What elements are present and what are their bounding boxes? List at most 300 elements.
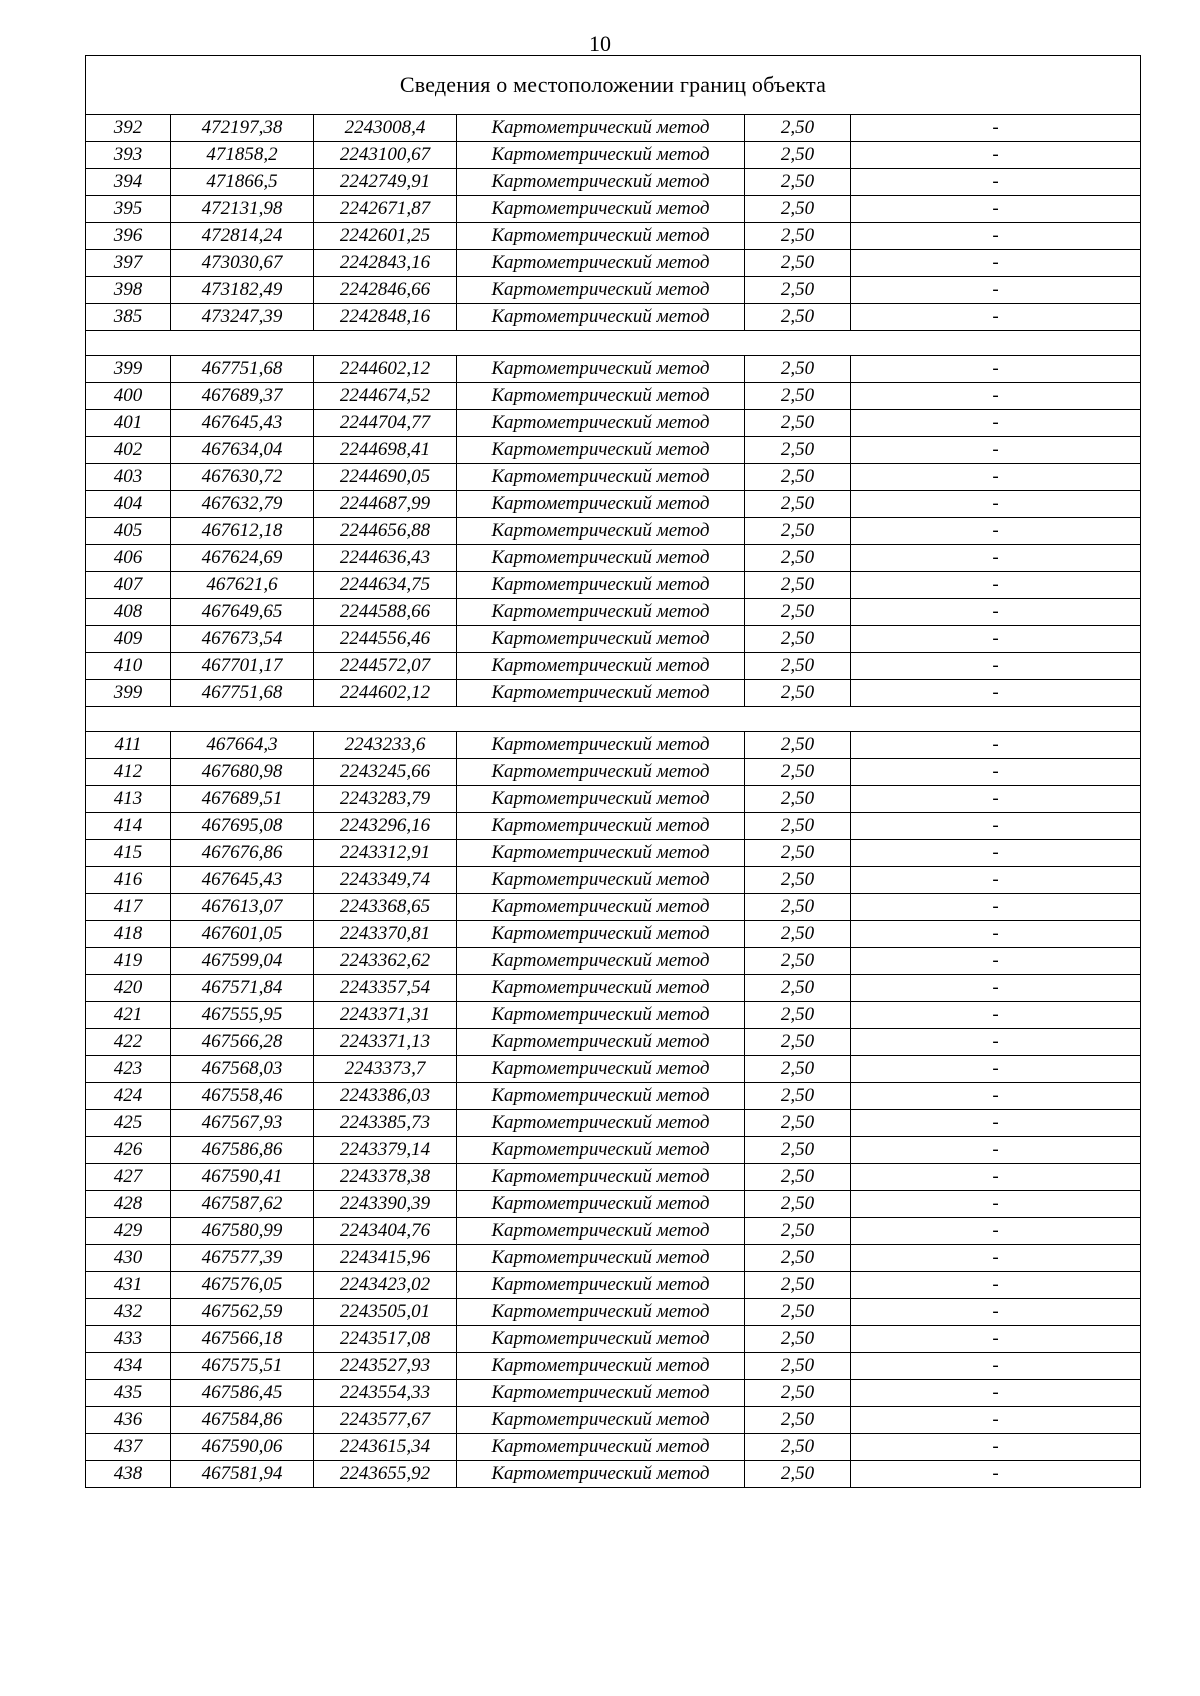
table-row [86, 653, 1141, 680]
table-row [86, 1299, 1141, 1326]
table-row [86, 759, 1141, 786]
x-coordinate-cell: 467576,05 [171, 1272, 314, 1299]
point-number-cell: 416 [86, 867, 171, 894]
y-coordinate-cell: 2243245,66 [314, 759, 457, 786]
x-coordinate-cell: 467586,45 [171, 1380, 314, 1407]
method-cell: Картометрический метод [457, 545, 745, 572]
table-title: Сведения о местоположении границ объекта [86, 56, 1141, 115]
point-number-cell: 385 [86, 304, 171, 331]
accuracy-cell: 2,50 [745, 653, 851, 680]
description-cell: - [851, 1164, 1141, 1191]
method-cell: Картометрический метод [457, 786, 745, 813]
table-row [86, 1029, 1141, 1056]
x-coordinate-cell: 467701,17 [171, 653, 314, 680]
description-cell: - [851, 1245, 1141, 1272]
x-coordinate-cell: 467568,03 [171, 1056, 314, 1083]
accuracy-cell: 2,50 [745, 250, 851, 277]
table-row [86, 169, 1141, 196]
x-coordinate-cell: 467751,68 [171, 356, 314, 383]
point-number-cell: 418 [86, 921, 171, 948]
x-coordinate-cell: 467613,07 [171, 894, 314, 921]
y-coordinate-cell: 2243615,34 [314, 1434, 457, 1461]
description-cell: - [851, 1272, 1141, 1299]
method-cell: Картометрический метод [457, 1137, 745, 1164]
table-row [86, 545, 1141, 572]
description-cell: - [851, 840, 1141, 867]
accuracy-cell: 2,50 [745, 1083, 851, 1110]
point-number-cell: 393 [86, 142, 171, 169]
x-coordinate-cell: 467580,99 [171, 1218, 314, 1245]
y-coordinate-cell: 2243357,54 [314, 975, 457, 1002]
x-coordinate-cell: 467587,62 [171, 1191, 314, 1218]
method-cell: Картометрический метод [457, 680, 745, 707]
description-cell: - [851, 1137, 1141, 1164]
method-cell: Картометрический метод [457, 1191, 745, 1218]
table-row [86, 223, 1141, 250]
accuracy-cell: 2,50 [745, 680, 851, 707]
point-number-cell: 408 [86, 599, 171, 626]
x-coordinate-cell: 467566,28 [171, 1029, 314, 1056]
point-number-cell: 421 [86, 1002, 171, 1029]
x-coordinate-cell: 467590,06 [171, 1434, 314, 1461]
accuracy-cell: 2,50 [745, 786, 851, 813]
x-coordinate-cell: 472814,24 [171, 223, 314, 250]
accuracy-cell: 2,50 [745, 1380, 851, 1407]
y-coordinate-cell: 2243505,01 [314, 1299, 457, 1326]
description-cell: - [851, 867, 1141, 894]
method-cell: Картометрический метод [457, 1002, 745, 1029]
y-coordinate-cell: 2244572,07 [314, 653, 457, 680]
point-number-cell: 406 [86, 545, 171, 572]
description-cell: - [851, 464, 1141, 491]
accuracy-cell: 2,50 [745, 464, 851, 491]
accuracy-cell: 2,50 [745, 759, 851, 786]
description-cell: - [851, 680, 1141, 707]
table-row [86, 1272, 1141, 1299]
description-cell: - [851, 948, 1141, 975]
point-number-cell: 438 [86, 1461, 171, 1488]
point-number-cell: 435 [86, 1380, 171, 1407]
accuracy-cell: 2,50 [745, 840, 851, 867]
description-cell: - [851, 975, 1141, 1002]
point-number-cell: 423 [86, 1056, 171, 1083]
method-cell: Картометрический метод [457, 1380, 745, 1407]
description-cell: - [851, 304, 1141, 331]
x-coordinate-cell: 467645,43 [171, 867, 314, 894]
description-cell: - [851, 250, 1141, 277]
description-cell: - [851, 518, 1141, 545]
method-cell: Картометрический метод [457, 759, 745, 786]
method-cell: Картометрический метод [457, 1164, 745, 1191]
x-coordinate-cell: 467586,86 [171, 1137, 314, 1164]
accuracy-cell: 2,50 [745, 1110, 851, 1137]
accuracy-cell: 2,50 [745, 1245, 851, 1272]
table-row [86, 1110, 1141, 1137]
y-coordinate-cell: 2244690,05 [314, 464, 457, 491]
accuracy-cell: 2,50 [745, 975, 851, 1002]
description-cell: - [851, 1434, 1141, 1461]
accuracy-cell: 2,50 [745, 277, 851, 304]
x-coordinate-cell: 467649,65 [171, 599, 314, 626]
y-coordinate-cell: 2243370,81 [314, 921, 457, 948]
point-number-cell: 425 [86, 1110, 171, 1137]
point-number-cell: 432 [86, 1299, 171, 1326]
table-row [86, 383, 1141, 410]
y-coordinate-cell: 2243390,39 [314, 1191, 457, 1218]
x-coordinate-cell: 467689,51 [171, 786, 314, 813]
table-row [86, 732, 1141, 759]
table-row [86, 410, 1141, 437]
y-coordinate-cell: 2244698,41 [314, 437, 457, 464]
accuracy-cell: 2,50 [745, 1461, 851, 1488]
y-coordinate-cell: 2243283,79 [314, 786, 457, 813]
point-number-cell: 437 [86, 1434, 171, 1461]
point-number-cell: 399 [86, 680, 171, 707]
point-number-cell: 409 [86, 626, 171, 653]
method-cell: Картометрический метод [457, 1245, 745, 1272]
x-coordinate-cell: 467632,79 [171, 491, 314, 518]
table-row [86, 975, 1141, 1002]
table-row [86, 948, 1141, 975]
point-number-cell: 398 [86, 277, 171, 304]
table-row [86, 304, 1141, 331]
y-coordinate-cell: 2244636,43 [314, 545, 457, 572]
accuracy-cell: 2,50 [745, 572, 851, 599]
description-cell: - [851, 1326, 1141, 1353]
description-cell: - [851, 921, 1141, 948]
method-cell: Картометрический метод [457, 196, 745, 223]
table-row [86, 572, 1141, 599]
x-coordinate-cell: 467673,54 [171, 626, 314, 653]
description-cell: - [851, 1407, 1141, 1434]
x-coordinate-cell: 467567,93 [171, 1110, 314, 1137]
accuracy-cell: 2,50 [745, 169, 851, 196]
table-body [86, 56, 1141, 1488]
point-number-cell: 394 [86, 169, 171, 196]
x-coordinate-cell: 467577,39 [171, 1245, 314, 1272]
point-number-cell: 400 [86, 383, 171, 410]
y-coordinate-cell: 2243577,67 [314, 1407, 457, 1434]
table-row [86, 1326, 1141, 1353]
y-coordinate-cell: 2244634,75 [314, 572, 457, 599]
x-coordinate-cell: 473182,49 [171, 277, 314, 304]
x-coordinate-cell: 467555,95 [171, 1002, 314, 1029]
accuracy-cell: 2,50 [745, 545, 851, 572]
table-row [86, 1353, 1141, 1380]
description-cell: - [851, 223, 1141, 250]
method-cell: Картометрический метод [457, 1272, 745, 1299]
y-coordinate-cell: 2243386,03 [314, 1083, 457, 1110]
method-cell: Картометрический метод [457, 169, 745, 196]
point-number-cell: 405 [86, 518, 171, 545]
table-row [86, 277, 1141, 304]
method-cell: Картометрический метод [457, 277, 745, 304]
y-coordinate-cell: 2242846,66 [314, 277, 457, 304]
method-cell: Картометрический метод [457, 115, 745, 142]
method-cell: Картометрический метод [457, 813, 745, 840]
accuracy-cell: 2,50 [745, 1353, 851, 1380]
description-cell: - [851, 1110, 1141, 1137]
x-coordinate-cell: 467630,72 [171, 464, 314, 491]
y-coordinate-cell: 2244602,12 [314, 356, 457, 383]
y-coordinate-cell: 2243379,14 [314, 1137, 457, 1164]
accuracy-cell: 2,50 [745, 1218, 851, 1245]
y-coordinate-cell: 2243296,16 [314, 813, 457, 840]
method-cell: Картометрический метод [457, 732, 745, 759]
description-cell: - [851, 1353, 1141, 1380]
x-coordinate-cell: 467751,68 [171, 680, 314, 707]
table-row [86, 894, 1141, 921]
description-cell: - [851, 1083, 1141, 1110]
method-cell: Картометрический метод [457, 223, 745, 250]
point-number-cell: 419 [86, 948, 171, 975]
method-cell: Картометрический метод [457, 975, 745, 1002]
y-coordinate-cell: 2243404,76 [314, 1218, 457, 1245]
table-row [86, 1056, 1141, 1083]
accuracy-cell: 2,50 [745, 1191, 851, 1218]
accuracy-cell: 2,50 [745, 223, 851, 250]
description-cell: - [851, 545, 1141, 572]
y-coordinate-cell: 2242671,87 [314, 196, 457, 223]
y-coordinate-cell: 2243371,13 [314, 1029, 457, 1056]
x-coordinate-cell: 471866,5 [171, 169, 314, 196]
point-number-cell: 413 [86, 786, 171, 813]
description-cell: - [851, 1380, 1141, 1407]
method-cell: Картометрический метод [457, 464, 745, 491]
accuracy-cell: 2,50 [745, 356, 851, 383]
accuracy-cell: 2,50 [745, 115, 851, 142]
y-coordinate-cell: 2244602,12 [314, 680, 457, 707]
point-number-cell: 417 [86, 894, 171, 921]
method-cell: Картометрический метод [457, 1056, 745, 1083]
table-row [86, 437, 1141, 464]
method-cell: Картометрический метод [457, 948, 745, 975]
y-coordinate-cell: 2244556,46 [314, 626, 457, 653]
point-number-cell: 410 [86, 653, 171, 680]
accuracy-cell: 2,50 [745, 1299, 851, 1326]
table-row [86, 1434, 1141, 1461]
accuracy-cell: 2,50 [745, 196, 851, 223]
table-row [86, 1461, 1141, 1488]
y-coordinate-cell: 2243371,31 [314, 1002, 457, 1029]
y-coordinate-cell: 2242848,16 [314, 304, 457, 331]
point-number-cell: 395 [86, 196, 171, 223]
description-cell: - [851, 115, 1141, 142]
accuracy-cell: 2,50 [745, 1029, 851, 1056]
y-coordinate-cell: 2244704,77 [314, 410, 457, 437]
point-number-cell: 403 [86, 464, 171, 491]
x-coordinate-cell: 472197,38 [171, 115, 314, 142]
method-cell: Картометрический метод [457, 1110, 745, 1137]
table-row [86, 1137, 1141, 1164]
accuracy-cell: 2,50 [745, 921, 851, 948]
method-cell: Картометрический метод [457, 304, 745, 331]
y-coordinate-cell: 2243517,08 [314, 1326, 457, 1353]
description-cell: - [851, 894, 1141, 921]
method-cell: Картометрический метод [457, 894, 745, 921]
table-row [86, 599, 1141, 626]
table-row [86, 518, 1141, 545]
table-row [86, 1380, 1141, 1407]
x-coordinate-cell: 467590,41 [171, 1164, 314, 1191]
method-cell: Картометрический метод [457, 410, 745, 437]
y-coordinate-cell: 2244588,66 [314, 599, 457, 626]
table-row [86, 115, 1141, 142]
description-cell: - [851, 1299, 1141, 1326]
method-cell: Картометрический метод [457, 599, 745, 626]
table-row [86, 142, 1141, 169]
y-coordinate-cell: 2243527,93 [314, 1353, 457, 1380]
description-cell: - [851, 383, 1141, 410]
point-number-cell: 420 [86, 975, 171, 1002]
point-number-cell: 430 [86, 1245, 171, 1272]
point-number-cell: 401 [86, 410, 171, 437]
accuracy-cell: 2,50 [745, 518, 851, 545]
table-row [86, 250, 1141, 277]
description-cell: - [851, 572, 1141, 599]
x-coordinate-cell: 471858,2 [171, 142, 314, 169]
table-row [86, 921, 1141, 948]
x-coordinate-cell: 467566,18 [171, 1326, 314, 1353]
accuracy-cell: 2,50 [745, 1326, 851, 1353]
y-coordinate-cell: 2243233,6 [314, 732, 457, 759]
description-cell: - [851, 1191, 1141, 1218]
y-coordinate-cell: 2242843,16 [314, 250, 457, 277]
description-cell: - [851, 626, 1141, 653]
y-coordinate-cell: 2243373,7 [314, 1056, 457, 1083]
method-cell: Картометрический метод [457, 1029, 745, 1056]
accuracy-cell: 2,50 [745, 813, 851, 840]
accuracy-cell: 2,50 [745, 410, 851, 437]
group-separator-cell [86, 331, 1141, 356]
table-row [86, 491, 1141, 518]
table-row [86, 786, 1141, 813]
boundary-table [85, 55, 1141, 1488]
table-row [86, 1407, 1141, 1434]
point-number-cell: 411 [86, 732, 171, 759]
accuracy-cell: 2,50 [745, 304, 851, 331]
description-cell: - [851, 1002, 1141, 1029]
point-number-cell: 414 [86, 813, 171, 840]
description-cell: - [851, 491, 1141, 518]
point-number-cell: 392 [86, 115, 171, 142]
description-cell: - [851, 732, 1141, 759]
accuracy-cell: 2,50 [745, 491, 851, 518]
method-cell: Картометрический метод [457, 840, 745, 867]
table-row [86, 813, 1141, 840]
method-cell: Картометрический метод [457, 626, 745, 653]
table-row [86, 1218, 1141, 1245]
y-coordinate-cell: 2243655,92 [314, 1461, 457, 1488]
table-header-row [86, 56, 1141, 115]
point-number-cell: 433 [86, 1326, 171, 1353]
table-row [86, 1164, 1141, 1191]
point-number-cell: 429 [86, 1218, 171, 1245]
method-cell: Картометрический метод [457, 572, 745, 599]
point-number-cell: 402 [86, 437, 171, 464]
description-cell: - [851, 1029, 1141, 1056]
description-cell: - [851, 437, 1141, 464]
point-number-cell: 399 [86, 356, 171, 383]
y-coordinate-cell: 2243362,62 [314, 948, 457, 975]
point-number-cell: 434 [86, 1353, 171, 1380]
y-coordinate-cell: 2243378,38 [314, 1164, 457, 1191]
method-cell: Картометрический метод [457, 250, 745, 277]
method-cell: Картометрический метод [457, 1461, 745, 1488]
x-coordinate-cell: 472131,98 [171, 196, 314, 223]
y-coordinate-cell: 2243100,67 [314, 142, 457, 169]
description-cell: - [851, 356, 1141, 383]
method-cell: Картометрический метод [457, 921, 745, 948]
table-row [86, 1191, 1141, 1218]
y-coordinate-cell: 2243312,91 [314, 840, 457, 867]
x-coordinate-cell: 467664,3 [171, 732, 314, 759]
method-cell: Картометрический метод [457, 1218, 745, 1245]
accuracy-cell: 2,50 [745, 948, 851, 975]
method-cell: Картометрический метод [457, 1083, 745, 1110]
x-coordinate-cell: 467624,69 [171, 545, 314, 572]
x-coordinate-cell: 467645,43 [171, 410, 314, 437]
method-cell: Картометрический метод [457, 437, 745, 464]
table-row [86, 626, 1141, 653]
description-cell: - [851, 169, 1141, 196]
accuracy-cell: 2,50 [745, 437, 851, 464]
table-row [86, 840, 1141, 867]
y-coordinate-cell: 2244656,88 [314, 518, 457, 545]
description-cell: - [851, 196, 1141, 223]
method-cell: Картометрический метод [457, 518, 745, 545]
accuracy-cell: 2,50 [745, 626, 851, 653]
point-number-cell: 415 [86, 840, 171, 867]
point-number-cell: 397 [86, 250, 171, 277]
point-number-cell: 427 [86, 1164, 171, 1191]
x-coordinate-cell: 467558,46 [171, 1083, 314, 1110]
y-coordinate-cell: 2244674,52 [314, 383, 457, 410]
description-cell: - [851, 813, 1141, 840]
accuracy-cell: 2,50 [745, 1407, 851, 1434]
table-row [86, 356, 1141, 383]
method-cell: Картометрический метод [457, 142, 745, 169]
accuracy-cell: 2,50 [745, 1164, 851, 1191]
method-cell: Картометрический метод [457, 491, 745, 518]
y-coordinate-cell: 2243368,65 [314, 894, 457, 921]
y-coordinate-cell: 2243385,73 [314, 1110, 457, 1137]
method-cell: Картометрический метод [457, 1434, 745, 1461]
y-coordinate-cell: 2242749,91 [314, 169, 457, 196]
description-cell: - [851, 1056, 1141, 1083]
x-coordinate-cell: 467571,84 [171, 975, 314, 1002]
x-coordinate-cell: 473247,39 [171, 304, 314, 331]
point-number-cell: 404 [86, 491, 171, 518]
boundary-table-container [85, 55, 1140, 1488]
x-coordinate-cell: 467689,37 [171, 383, 314, 410]
table-row [86, 196, 1141, 223]
method-cell: Картометрический метод [457, 383, 745, 410]
x-coordinate-cell: 467562,59 [171, 1299, 314, 1326]
method-cell: Картометрический метод [457, 356, 745, 383]
accuracy-cell: 2,50 [745, 1272, 851, 1299]
point-number-cell: 424 [86, 1083, 171, 1110]
table-row [86, 680, 1141, 707]
point-number-cell: 422 [86, 1029, 171, 1056]
y-coordinate-cell: 2242601,25 [314, 223, 457, 250]
description-cell: - [851, 1461, 1141, 1488]
point-number-cell: 428 [86, 1191, 171, 1218]
method-cell: Картометрический метод [457, 1407, 745, 1434]
point-number-cell: 426 [86, 1137, 171, 1164]
accuracy-cell: 2,50 [745, 1434, 851, 1461]
point-number-cell: 431 [86, 1272, 171, 1299]
